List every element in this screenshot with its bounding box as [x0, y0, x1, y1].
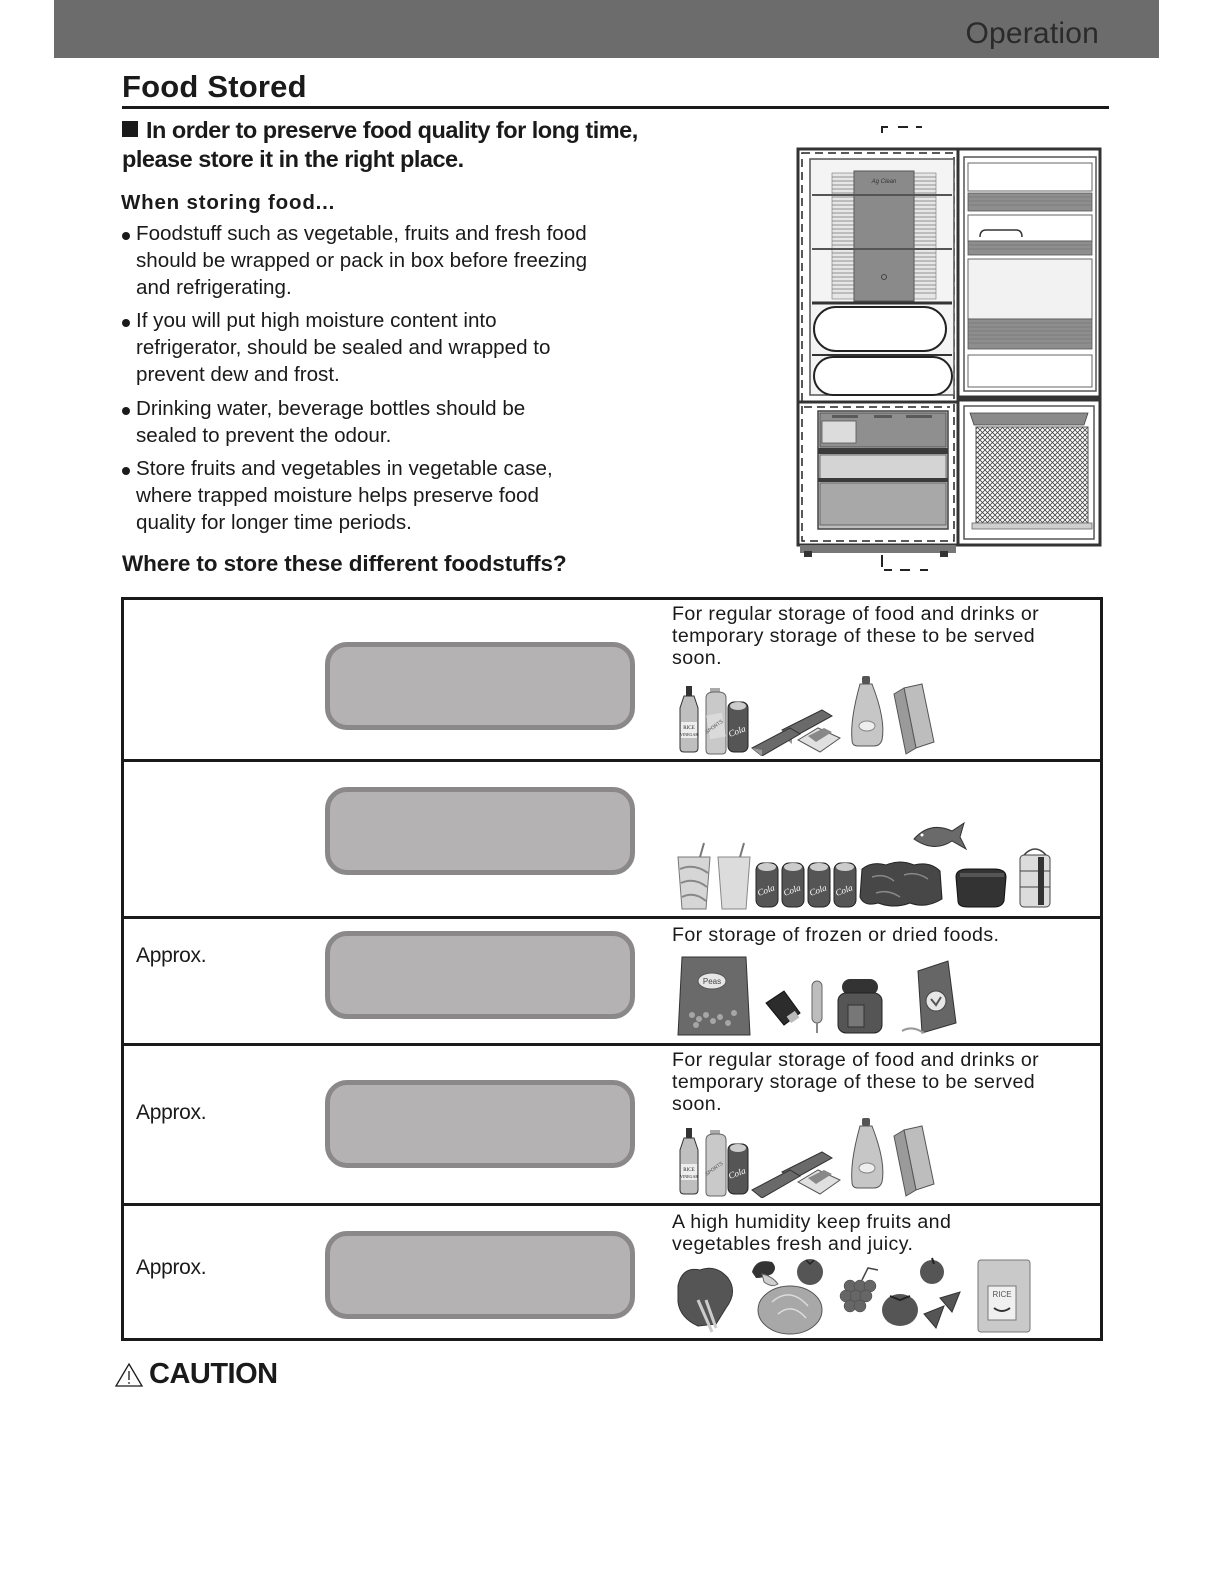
cola-can-icon: [808, 863, 830, 907]
storage-row: [124, 916, 1100, 1043]
tip-line: where trapped moisture helps preserve food: [136, 484, 539, 508]
caution-heading: [114, 1358, 278, 1391]
strawberries-icon: [924, 1292, 960, 1328]
tip-item: [122, 308, 682, 388]
section-label: Operation: [965, 17, 1099, 50]
title-divider: [122, 106, 1109, 109]
svg-text:VINEGAR: VINEGAR: [680, 732, 698, 737]
svg-text:SPORTS: SPORTS: [704, 718, 725, 736]
meat-icon: [860, 862, 942, 906]
svg-text:Peas: Peas: [702, 977, 722, 986]
rice-vinegar-bottle-icon: [680, 1128, 698, 1194]
compartment-label-box: [325, 787, 635, 875]
svg-text:Cola: Cola: [782, 882, 802, 898]
grapes-icon: [840, 1268, 878, 1312]
compartment-label-box: [325, 642, 635, 730]
rice-vinegar-bottle-icon: [680, 686, 698, 752]
when-storing-heading: When storing food...: [121, 191, 336, 214]
svg-text:VINEGAR: VINEGAR: [680, 1174, 698, 1179]
tip-line: should be wrapped or pack in box before freezing: [136, 248, 588, 272]
sports-drink-bottle-icon: [704, 688, 726, 754]
tip-line: prevent dew and frost.: [136, 362, 340, 386]
cola-can-icon: [834, 863, 856, 907]
persimmon-icon: [882, 1294, 918, 1326]
description-line: For regular storage of food and drinks or: [672, 1049, 1040, 1071]
cola-can-icon: [756, 863, 778, 907]
page-title: Food Stored: [122, 69, 307, 104]
intro-line-2: please store it in the right place.: [122, 146, 464, 172]
svg-text:SPORTS: SPORTS: [704, 1160, 725, 1178]
frozen-peas-bag-icon: [678, 957, 750, 1035]
tip-item: [122, 396, 682, 450]
ice-cream-bar-icon: [766, 991, 800, 1025]
lettuce-icon: [678, 1268, 733, 1332]
juice-carton-icon: [894, 684, 934, 754]
row-description: [672, 1049, 1102, 1115]
tip-line: sealed to prevent the odour.: [136, 423, 392, 447]
description-line: temporary storage of these to be served: [672, 1071, 1036, 1093]
milkshake-cup-icon: [678, 843, 710, 909]
approx-label: Approx.: [136, 1101, 207, 1124]
bullet-dot-icon: [122, 407, 130, 415]
approx-label: Approx.: [136, 1256, 207, 1279]
apple-icon: [920, 1258, 944, 1284]
sauce-bottle-icon: [852, 676, 883, 746]
storage-row: [124, 1203, 1100, 1338]
caution-label: CAUTION: [149, 1358, 278, 1390]
compartment-label-box: [325, 931, 635, 1019]
intro-line-1: In order to preserve food quality for long time,: [146, 117, 638, 143]
dried-food-bag-icon: [902, 961, 956, 1033]
tip-line: refrigerator, should be sealed and wrapped to: [136, 336, 551, 360]
sauce-bottle-icon: [852, 1118, 883, 1188]
description-line: soon.: [672, 647, 722, 669]
jar-icon: [838, 979, 882, 1033]
svg-text:Cola: Cola: [834, 882, 854, 898]
mushroom-icon: [752, 1261, 778, 1285]
tip-line: Foodstuff such as vegetable, fruits and fresh food: [136, 222, 587, 245]
warning-triangle-icon: [114, 1362, 144, 1388]
storage-guide-table: [121, 597, 1103, 1341]
compartment-label-box: [325, 1231, 635, 1319]
svg-text:RICE: RICE: [683, 1168, 695, 1173]
storage-row: [124, 600, 1100, 759]
tip-line: and refrigerating.: [136, 275, 292, 299]
storage-tips-list: [122, 221, 682, 544]
description-line: For regular storage of food and drinks or: [672, 603, 1040, 625]
tomato-icon: [797, 1259, 823, 1285]
lunch-box-icon: [956, 869, 1006, 907]
food-items-illustration: [672, 1112, 1102, 1198]
description-line: temporary storage of these to be served: [672, 625, 1036, 647]
fridge-brand-label: Ag Clean: [871, 179, 897, 185]
row-description: [672, 1211, 1102, 1255]
intro-heading: [122, 116, 638, 174]
where-to-store-heading: Where to store these different foodstuffs?: [122, 551, 567, 576]
description-line: vegetables fresh and juicy.: [672, 1233, 914, 1255]
storage-row: [124, 759, 1100, 916]
storage-row: [124, 1043, 1100, 1203]
refrigerator-diagram-icon: [780, 115, 1120, 585]
description-line: A high humidity keep fruits and: [672, 1211, 952, 1233]
food-items-illustration: [672, 817, 1102, 907]
svg-text:RICE: RICE: [683, 726, 695, 731]
description-line: For storage of frozen or dried foods.: [672, 924, 1000, 946]
food-items-illustration: [672, 1256, 1102, 1338]
tip-item: [122, 221, 682, 301]
rice-bag-icon: [978, 1260, 1030, 1332]
square-bullet-icon: [122, 121, 138, 137]
row-description: [672, 924, 1102, 946]
svg-text:Cola: Cola: [727, 1165, 747, 1181]
svg-text:Cola: Cola: [756, 882, 776, 898]
bullet-dot-icon: [122, 319, 130, 327]
approx-label: Approx.: [136, 944, 207, 967]
smoothie-cup-icon: [718, 843, 750, 909]
svg-text:Cola: Cola: [808, 882, 828, 898]
tiffin-carrier-icon: [1020, 849, 1050, 907]
bullet-dot-icon: [122, 467, 130, 475]
tip-line: If you will put high moisture content into: [136, 309, 497, 333]
svg-text:Cola: Cola: [727, 723, 747, 739]
tip-line: quality for longer time periods.: [136, 510, 412, 534]
description-line: soon.: [672, 1093, 722, 1115]
food-items-illustration: [672, 953, 1102, 1041]
fish-icon: [914, 823, 966, 849]
tip-line: Store fruits and vegetables in vegetable case,: [136, 457, 553, 481]
svg-text:RICE: RICE: [992, 1290, 1012, 1299]
row-description: [672, 603, 1102, 669]
food-items-illustration: [672, 670, 1102, 750]
cabbage-icon: [758, 1286, 822, 1334]
compartment-label-box: [325, 1080, 635, 1168]
cola-can-icon: [727, 1144, 748, 1194]
bullet-dot-icon: [122, 232, 130, 240]
tip-line: Drinking water, beverage bottles should be: [136, 396, 526, 420]
juice-carton-icon: [894, 1126, 934, 1196]
popsicle-icon: [812, 981, 822, 1033]
cola-can-icon: [782, 863, 804, 907]
sports-drink-bottle-icon: [704, 1130, 726, 1196]
tip-item: [122, 456, 682, 536]
header-bar: [54, 0, 1159, 58]
cola-can-icon: [727, 702, 748, 752]
